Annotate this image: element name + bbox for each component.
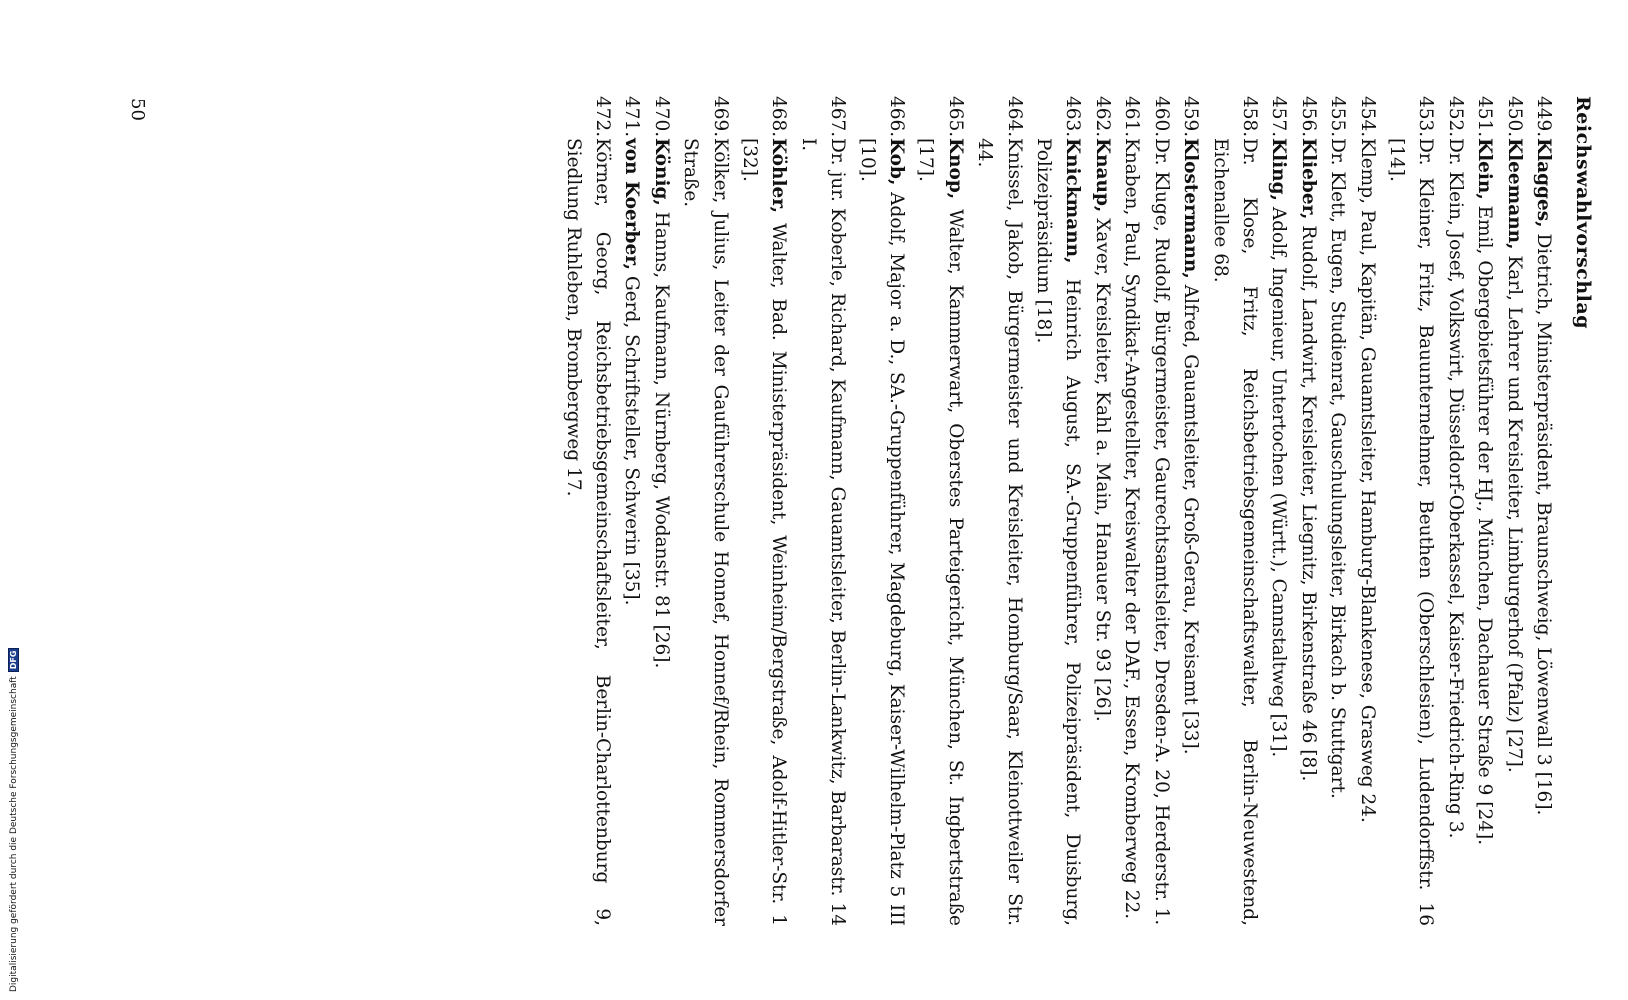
- entry-number: 453.: [1415, 96, 1437, 138]
- list-item: [970, 96, 1029, 926]
- entry-text: [1440, 138, 1469, 926]
- entry-details: Emil, Obergebietsführer der HJ., München, Dachauer Straße 9 [24].: [1474, 199, 1496, 846]
- entry-number: 459.: [1180, 96, 1202, 138]
- entry-number: 451.: [1474, 96, 1496, 138]
- entry-text: [1264, 138, 1293, 926]
- entry-details: Adolf, Ingenieur, Untertochen (Württ.), Cannstaltweg [31].: [1268, 200, 1290, 758]
- entry-number: 463.: [1062, 96, 1084, 138]
- entry-text: [1293, 138, 1322, 926]
- entry-name: König,: [650, 138, 672, 206]
- entry-details: Körner, Georg, Reichsbetriebsgemeinschaftsleiter, Berlin-Charlottenburg 9, Siedlung Ruhleben, Brombergweg 17.: [562, 138, 613, 926]
- entry-text: [1352, 138, 1381, 926]
- entry-list: [558, 96, 1558, 926]
- list-item: [1293, 96, 1322, 926]
- list-item: [1323, 96, 1352, 926]
- entry-text: [1323, 138, 1352, 926]
- entry-details: Kölker, Julius, Leiter der Gauführerschule Honnef, Honnef/Rhein, Rommersdorfer Straße.: [680, 138, 731, 926]
- list-item: [1382, 96, 1441, 926]
- list-item: [1352, 96, 1381, 926]
- list-item: [558, 96, 617, 926]
- digitization-credit: [8, 648, 19, 992]
- entry-details: Karl, Lehrer und Kreisleiter, Limburgerhof (Pfalz) [27].: [1503, 249, 1525, 773]
- entry-details: Dr. Kluge, Rudolf, Bürgermeister, Gaurechtsamtsleiter, Dresden-A. 20, Herderstr. 1.: [1150, 138, 1172, 926]
- list-item: [1470, 96, 1499, 926]
- list-item: [735, 96, 794, 926]
- entry-text: [1088, 138, 1117, 926]
- entry-details: Dr. Klett, Eugen, Studienrat, Gauschulungsleiter, Birkach b. Stuttgart.: [1327, 138, 1349, 799]
- entry-text: [1382, 138, 1441, 926]
- entry-name: Klagges,: [1533, 138, 1554, 228]
- entry-details: Dr. Kleiner, Fritz, Bauunternehmer, Beuthen (Oberschlesien), Ludendorffstr. 16 [14].: [1385, 138, 1437, 926]
- entry-details: Hanns, Kaufmann, Nürnberg, Wodanstr. 81 [26].: [650, 205, 672, 669]
- page-header: Reichswahlvorschlag: [1572, 96, 1594, 329]
- entry-details: Knaben, Paul, Syndikat-Angestellter, Kreiswalter der DAF., Essen, Kromberweg 22.: [1121, 138, 1143, 920]
- entry-number: 469.: [709, 96, 731, 138]
- entry-details: Gerd, Schriftsteller, Schwerin [35].: [621, 270, 643, 606]
- list-item: [646, 96, 675, 926]
- list-item: [1176, 96, 1205, 926]
- entry-text: [1029, 138, 1088, 926]
- entry-name: Kling,: [1268, 138, 1290, 201]
- entry-text: [1176, 138, 1205, 926]
- entry-number: 460.: [1150, 96, 1172, 138]
- entry-number: 461.: [1121, 96, 1143, 138]
- entry-number: 470.: [650, 96, 672, 138]
- entry-text: [617, 138, 646, 926]
- entry-number: 452.: [1444, 96, 1466, 138]
- page-number: 50: [127, 98, 148, 121]
- list-item: [911, 96, 970, 926]
- entry-number: 471.: [621, 96, 643, 138]
- list-item: [793, 96, 852, 926]
- entry-details: Heinrich August, SA.-Gruppenführer, Polizeipräsident, Duisburg, Polizeipräsidium [18].: [1033, 138, 1084, 926]
- entry-text: [911, 138, 970, 926]
- entry-details: Dr. Klose, Fritz, Reichsbetriebsgemeinschaftswalter, Berlin-Neuwestend, Eichenallee 68.: [1209, 138, 1260, 926]
- entry-details: Walter, Kammerwart, Oberstes Parteigericht, München, St. Ingbertstraße [17].: [915, 138, 966, 926]
- entry-number: 449.: [1533, 96, 1554, 138]
- entry-number: 464.: [1003, 96, 1025, 138]
- list-item: [676, 96, 735, 926]
- entry-text: [1205, 138, 1264, 926]
- list-item: [1117, 96, 1146, 926]
- entry-details: Rudolf, Landwirt, Kreisleiter, Liegnitz, Birkenstraße 46 [8].: [1297, 219, 1319, 782]
- entry-name: Köhler,: [768, 138, 790, 214]
- entry-number: 467.: [827, 96, 849, 138]
- entry-text: [1499, 138, 1528, 926]
- entry-name: Klein,: [1474, 138, 1496, 200]
- entry-details: Dr. Klein, Josef, Volkswirt, Düsseldorf-Oberkassel, Kaiser-Friedrich-Ring 3.: [1444, 138, 1466, 839]
- entry-number: 465.: [944, 96, 966, 138]
- entry-details: Adolf, Major a. D., SA.-Gruppenführer, Magdeburg, Kaiser-Wilhelm-Platz 5 III [10].: [856, 138, 908, 926]
- entry-name: von Koerber,: [621, 138, 643, 271]
- entry-number: 450.: [1503, 96, 1525, 138]
- list-item: [1029, 96, 1088, 926]
- entry-text: [852, 138, 911, 926]
- credit-text: Digitalisierung gefördert durch die Deutsche Forschungsgemeinschaft: [8, 676, 19, 992]
- entry-number: 466.: [886, 96, 908, 138]
- entry-text: [1117, 138, 1146, 926]
- entry-text: [1470, 138, 1499, 926]
- entry-name: Knop,: [944, 138, 966, 200]
- entry-details: Walter, Bad. Ministerpräsident, Weinheim/Bergstraße, Adolf-Hitler-Str. 1 [32].: [739, 138, 790, 926]
- entry-name: Kleemann,: [1503, 138, 1525, 250]
- list-item: [1146, 96, 1175, 926]
- entry-name: Knickmann,: [1062, 138, 1084, 264]
- entry-text: [676, 138, 735, 926]
- entry-text: [1146, 138, 1175, 926]
- list-item: [617, 96, 646, 926]
- list-item: [1088, 96, 1117, 926]
- entry-text: [793, 138, 852, 926]
- entry-details: Knissel, Jakob, Bürgermeister und Kreisleiter, Homburg/Saar, Kleinottweiler Str. 44.: [974, 138, 1025, 926]
- entry-text: [558, 138, 617, 926]
- entry-number: 458.: [1238, 96, 1260, 138]
- entry-details: Dr. jur. Koberle, Richard, Kaufmann, Gauamtsleiter, Berlin-Lankwitz, Barbarastr. 14 I.: [797, 138, 849, 926]
- list-item: [1205, 96, 1264, 926]
- list-item: [852, 96, 911, 926]
- entry-name: Knaup,: [1091, 138, 1113, 213]
- entry-number: 462.: [1091, 96, 1113, 138]
- entry-name: Klostermann,: [1180, 138, 1202, 279]
- entry-name: Kob,: [886, 138, 908, 186]
- entry-number: 455.: [1327, 96, 1349, 138]
- entry-number: 454.: [1356, 96, 1378, 138]
- entry-number: 468.: [768, 96, 790, 138]
- entry-number: 457.: [1268, 96, 1290, 138]
- entry-name: Klieber,: [1297, 138, 1319, 220]
- entry-details: Dietrich, Ministerpräsident, Braunschweig, Löwenwall 3 [16].: [1533, 227, 1554, 816]
- list-item: [1529, 96, 1558, 926]
- entry-number: 472.: [592, 96, 613, 138]
- list-item: [1499, 96, 1528, 926]
- dfg-logo: DFG: [8, 648, 19, 673]
- entry-details: Xaver, Kreisleiter, Kahl a. Main, Hanauer Str. 93 [26].: [1091, 212, 1113, 722]
- entry-text: [646, 138, 675, 926]
- entry-number: 456.: [1297, 96, 1319, 138]
- list-item: [1264, 96, 1293, 926]
- entry-text: [970, 138, 1029, 926]
- entry-text: [735, 138, 794, 926]
- entry-details: Klemp, Paul, Kapitän, Gauamtsleiter, Hamburg-Blankenese, Grasweg 24.: [1356, 138, 1378, 823]
- list-item: [1440, 96, 1469, 926]
- entry-details: Alfred, Gauamtsleiter, Groß-Gerau, Kreisamt [33].: [1180, 278, 1202, 755]
- entry-text: [1529, 138, 1558, 926]
